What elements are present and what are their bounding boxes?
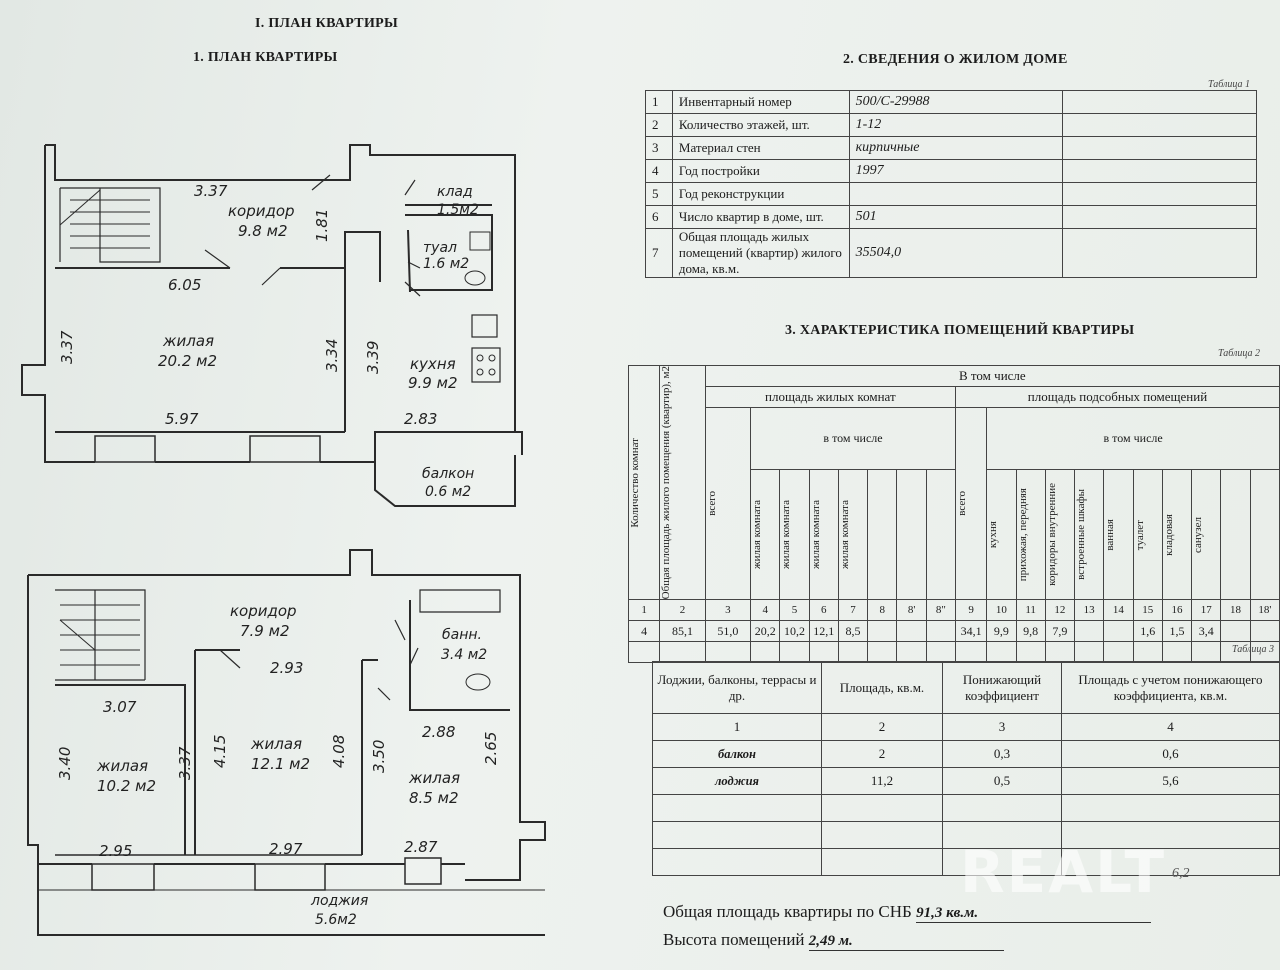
table-row [646,183,1257,206]
lower-corridor-area: 7.9 м2 [240,622,290,640]
row-value: кирпичные [849,137,1062,160]
data-cell [1250,621,1279,642]
col-number: 18' [1250,600,1279,621]
row-balcony-result: 0,6 [1062,741,1280,768]
h-room-1: жилая комната [751,500,764,570]
col-number: 1 [629,600,660,621]
height-line [663,930,1004,951]
h-total-area: Общая площадь жилого помещения (квартир), м2 [660,366,673,600]
h-room-2: жилая комната [780,500,793,570]
row-balcony-area: 2 [822,741,943,768]
col-number: 8" [926,600,955,621]
col-number: 10 [987,600,1016,621]
row-loggia-name: лоджия [653,768,822,795]
data-cell: 1,6 [1133,621,1162,642]
col-number: 14 [1104,600,1133,621]
storage-area: 1.5м2 [437,202,479,218]
dim-lower-408: 4.08 [330,734,348,768]
data-cell: 9,8 [1016,621,1045,642]
dim-lower-297: 2.97 [269,840,303,858]
row-key: Общая площадь жилых помещений (квартир) жилого дома, кв.м. [672,229,849,278]
lower-living2-name: жилая [251,735,303,753]
empty-cell [868,642,897,663]
row-key: Материал стен [672,137,849,160]
empty-cell [1075,642,1104,663]
num-2: 2 [822,714,943,741]
kitchen-area: 9.9 м2 [408,374,458,392]
empty-cell [751,642,780,663]
h-area: Площадь, кв.м. [822,662,943,714]
data-cell [1221,621,1250,642]
h-aux-storage: кладовая [1162,513,1175,556]
height-value: 2,49 м. [809,933,1004,951]
dim-upper-339: 3.39 [364,340,382,374]
h-aux-bath: ванная [1104,519,1117,551]
lower-living1-area: 10.2 м2 [97,777,157,795]
empty-cell [926,642,955,663]
h-rooms-count: Количество комнат [629,437,641,528]
table1-caption: Таблица 1 [1208,79,1250,90]
row-value: 500/С-29988 [849,91,1062,114]
h-aux-kitchen: кухня [987,521,1000,549]
total-area-value: 91,3 кв.м. [916,905,1151,923]
empty-cell [629,642,660,663]
row-value: 1-12 [849,114,1062,137]
col-number: 7 [838,600,867,621]
lower-living1-name: жилая [97,757,149,775]
empty-cell [1045,642,1074,663]
dim-lower-337: 3.37 [176,746,194,780]
dim-lower-287: 2.87 [404,838,438,856]
data-cell [868,621,897,642]
row-value: 1997 [849,160,1062,183]
data-cell: 20,2 [751,621,780,642]
dim-upper-337top: 3.37 [194,182,228,200]
toilet-name: туал [423,240,457,256]
h-coef: Понижающий коэффициент [943,662,1062,714]
data-cell: 34,1 [955,621,986,642]
empty-cell [1104,642,1133,663]
dim-lower-295: 2.95 [99,842,133,860]
data-cell: 8,5 [838,621,867,642]
rooms-table [628,365,1280,663]
row-number: 3 [646,137,673,160]
empty-cell [1192,642,1221,663]
row-empty [1062,229,1256,278]
dim-lower-288: 2.88 [422,723,456,741]
data-cell: 85,1 [660,621,705,642]
data-cell: 4 [629,621,660,642]
data-cell [1075,621,1104,642]
toilet-area: 1.6 м2 [423,256,470,272]
h-area-coef: Площадь с учетом понижающего коэффициента, кв.м. [1062,662,1280,714]
empty-cell [955,642,986,663]
rooms-header: 3. ХАРАКТЕРИСТИКА ПОМЕЩЕНИЙ КВАРТИРЫ [785,323,1135,338]
row-empty [1062,206,1256,229]
data-cell: 9,9 [987,621,1016,642]
realt-watermark: REALT [960,838,1167,906]
col-number: 11 [1016,600,1045,621]
table-row [646,91,1257,114]
row-empty [1062,137,1256,160]
h-aux-wc: санузел [1192,516,1205,553]
col-number: 15 [1133,600,1162,621]
row-loggia-result: 5,6 [1062,768,1280,795]
h-aux-hall: прихожая, передняя [1016,488,1029,582]
table-row [646,137,1257,160]
row-number: 6 [646,206,673,229]
dim-upper-605: 6.05 [168,276,202,294]
data-cell [897,621,926,642]
row-loggia-coef: 0,5 [943,768,1062,795]
col-number: 16 [1162,600,1191,621]
loggia-name: лоджия [311,893,369,909]
storage-name: клад [437,184,473,200]
row-number: 4 [646,160,673,183]
dim-upper-597: 5.97 [165,410,199,428]
empty-cell [987,642,1016,663]
empty-cell [897,642,926,663]
dim-lower-350: 3.50 [370,739,388,773]
empty-cell [1133,642,1162,663]
col-number: 9 [955,600,986,621]
num-3: 3 [943,714,1062,741]
row-number: 7 [646,229,673,278]
data-cell [1104,621,1133,642]
col-number: 8' [897,600,926,621]
col-number: 18 [1221,600,1250,621]
table-row [646,114,1257,137]
row-value: 35504,0 [849,229,1062,278]
col-number: 12 [1045,600,1074,621]
empty-cell [1016,642,1045,663]
empty-cell [809,642,838,663]
bath-name: банн. [442,627,482,643]
num-4: 4 [1062,714,1280,741]
height-label: Высота помещений [663,930,805,949]
loggia-area: 5.6м2 [315,912,357,928]
data-cell: 12,1 [809,621,838,642]
lower-corridor-name: коридор [230,602,297,620]
lower-living3-area: 8.5 м2 [409,789,459,807]
plan-header: 1. ПЛАН КВАРТИРЫ [193,50,338,65]
col-number: 2 [660,600,705,621]
empty-cell [838,642,867,663]
house-info-table [645,90,1257,278]
dim-upper-337left: 3.37 [58,330,76,364]
lower-living3-name: жилая [409,769,461,787]
sum-note: 6,2 [1172,866,1190,881]
table-row [646,160,1257,183]
table-row [646,229,1257,278]
data-cell [926,621,955,642]
data-cell: 51,0 [705,621,750,642]
row-empty [1062,91,1256,114]
dim-lower-293: 2.93 [270,659,304,677]
bath-area: 3.4 м2 [441,647,488,663]
data-cell: 3,4 [1192,621,1221,642]
num-1: 1 [653,714,822,741]
total-area-label: Общая площадь квартиры по СНБ [663,902,912,921]
table3-row [653,741,1280,768]
empty-cell [1162,642,1191,663]
row-loggia-area: 11,2 [822,768,943,795]
h-room-4: жилая комната [838,500,851,570]
table3-caption: Таблица 3 [1232,644,1274,655]
table-row [646,206,1257,229]
dim-lower-340: 3.40 [56,746,74,780]
row-balcony-name: балкон [653,741,822,768]
h-balconies: Лоджии, балконы, террасы и др. [653,662,822,714]
row-key: Год постройки [672,160,849,183]
upper-living-name: жилая [163,332,215,350]
dim-upper-334: 3.34 [323,338,341,372]
col-number: 3 [705,600,750,621]
h-including: В том числе [705,366,1279,387]
h-aux: площадь подсобных помещений [955,387,1279,408]
data-cell: 1,5 [1162,621,1191,642]
row-number: 2 [646,114,673,137]
balcony-area: 0.6 м2 [425,484,472,500]
col-number: 5 [780,600,809,621]
row-number: 5 [646,183,673,206]
table3-row [653,768,1280,795]
data-cell: 7,9 [1045,621,1074,642]
dim-upper-181: 1.81 [313,208,331,242]
row-key: Число квартир в доме, шт. [672,206,849,229]
row-balcony-coef: 0,3 [943,741,1062,768]
dim-lower-265: 2.65 [482,731,500,765]
upper-living-area: 20.2 м2 [158,352,218,370]
upper-corridor-area: 9.8 м2 [238,222,288,240]
row-empty [1062,160,1256,183]
row-key: Инвентарный номер [672,91,849,114]
row-value: 501 [849,206,1062,229]
h-aux-corridors: коридоры внутренние [1045,483,1058,587]
empty-cell [780,642,809,663]
lower-living2-area: 12.1 м2 [251,755,311,773]
dim-lower-415: 4.15 [211,734,229,768]
h-aux-toilet: туалет [1133,519,1146,550]
row-empty [1062,114,1256,137]
data-cell: 10,2 [780,621,809,642]
col-number: 17 [1192,600,1221,621]
col-number: 4 [751,600,780,621]
row-key: Количество этажей, шт. [672,114,849,137]
col-number: 6 [809,600,838,621]
h-aux-total: всего [955,491,968,517]
h-living: площадь жилых комнат [705,387,955,408]
house-header: 2. СВЕДЕНИЯ О ЖИЛОМ ДОМЕ [843,52,1068,67]
row-key: Год реконструкции [672,183,849,206]
top-header: I. ПЛАН КВАРТИРЫ [255,16,399,31]
upper-corridor-name: коридор [228,202,295,220]
empty-cell [660,642,705,663]
h-room-3: жилая комната [809,500,822,570]
col-number: 8 [868,600,897,621]
balcony-name: балкон [422,466,475,482]
col-number: 13 [1075,600,1104,621]
kitchen-name: кухня [410,355,456,373]
row-empty [1062,183,1256,206]
h-aux-closets: встроенные шкафы [1075,489,1088,581]
row-number: 1 [646,91,673,114]
row-value [849,183,1062,206]
h-living-total: всего [705,491,718,517]
dim-upper-283: 2.83 [404,410,438,428]
h-living-sub: в том числе [751,408,956,470]
dim-lower-307: 3.07 [103,698,137,716]
h-aux-sub: в том числе [987,408,1280,470]
empty-cell [705,642,750,663]
table2-caption: Таблица 2 [1218,348,1260,359]
